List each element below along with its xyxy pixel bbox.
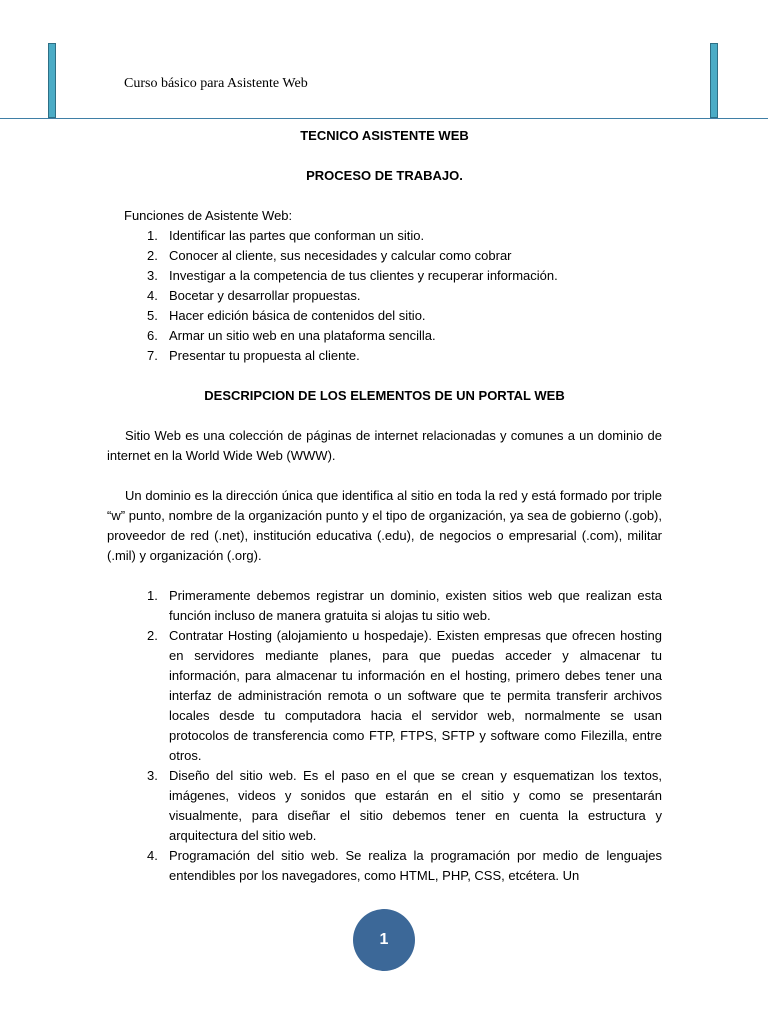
list-item-text: Contratar Hosting (alojamiento u hospedaje). Existen empresas que ofrecen hosting en servidores mediante planes, para que puedas acceder y almacenar tu información, para almacenar tu información en el hosting, primero debes tener una interfaz de administración remota o un software que te permita transferir archivos locales desde tu computadora hacia el servidor web, normalmente se usan protocolos de transferencia como FTP, FTPS, SFTP y software como Filezilla, entre otros. (169, 628, 662, 763)
list-item (107, 286, 662, 306)
header-left-accent-bar (48, 43, 56, 118)
running-header-title: Curso básico para Asistente Web (124, 76, 308, 91)
list-item-text: Primeramente debemos registrar un dominio, existen sitios web que realizan esta función incluso de manera gratuita si alojas tu sitio web. (169, 588, 662, 623)
list-item-text: Investigar a la competencia de tus clientes y recuperar información. (169, 268, 558, 283)
spacer (107, 146, 662, 166)
document-title: TECNICO ASISTENTE WEB (300, 128, 469, 143)
list-item (107, 326, 662, 346)
list-item (107, 246, 662, 266)
document-subtitle: PROCESO DE TRABAJO. (306, 168, 463, 183)
functions-list (107, 226, 662, 366)
spacer (107, 466, 662, 486)
list-item-text: Diseño del sitio web. Es el paso en el que se crean y esquematizan los textos, imágenes, videos y sonidos que estarán en el sitio y como se presentarán visualmente, para diseñar el sitio debemos tener en cuenta la estructura y arquitectura del sitio web. (169, 768, 662, 843)
steps-list (107, 586, 662, 886)
header-right-accent-bar (710, 43, 718, 118)
page-number-badge: 1 (353, 909, 415, 971)
list-item (107, 626, 662, 766)
spacer (107, 366, 662, 386)
list-item (107, 226, 662, 246)
spacer (107, 406, 662, 426)
list-item-text: Conocer al cliente, sus necesidades y calcular como cobrar (169, 248, 512, 263)
spacer (107, 566, 662, 586)
list-item (107, 766, 662, 846)
functions-heading: Funciones de Asistente Web: (124, 208, 293, 223)
list-item-text: Bocetar y desarrollar propuestas. (169, 288, 361, 303)
list-number: 7. (147, 348, 158, 363)
list-number: 3. (147, 768, 158, 783)
header-divider (0, 118, 768, 119)
list-number: 6. (147, 328, 158, 343)
list-number: 5. (147, 308, 158, 323)
list-number: 1. (147, 588, 158, 603)
list-item-text: Hacer edición básica de contenidos del sitio. (169, 308, 426, 323)
list-item (107, 586, 662, 626)
list-item-text: Programación del sitio web. Se realiza la programación por medio de lenguajes entendibles por los navegadores, como HTML, PHP, CSS, etcétera. Un (169, 848, 662, 883)
paragraph-sitio-web: Sitio Web es una colección de páginas de internet relacionadas y comunes a un dominio de internet en la World Wide Web (WWW). (107, 428, 662, 463)
paragraph-dominio: Un dominio es la dirección única que identifica al sitio en toda la red y está formado por triple “w” punto, nombre de la organización punto y el tipo de organización, ya sea de gobierno (.gob), proveedor de red (.net), institución educativa (.edu), de negocios o empresarial (.com), militar (.mil) y organización (.org). (107, 488, 662, 563)
section-heading: DESCRIPCION DE LOS ELEMENTOS DE UN PORTAL WEB (204, 388, 565, 403)
list-item-text: Identificar las partes que conforman un sitio. (169, 228, 425, 243)
list-item-text: Presentar tu propuesta al cliente. (169, 348, 360, 363)
list-item-text: Armar un sitio web en una plataforma sencilla. (169, 328, 436, 343)
list-number: 4. (147, 848, 158, 863)
spacer (107, 186, 662, 206)
list-item (107, 266, 662, 286)
list-number: 3. (147, 268, 158, 283)
list-number: 4. (147, 288, 158, 303)
list-item (107, 846, 662, 886)
list-number: 2. (147, 628, 158, 643)
list-number: 2. (147, 248, 158, 263)
list-item (107, 346, 662, 366)
document-body (107, 126, 662, 886)
list-item (107, 306, 662, 326)
list-number: 1. (147, 228, 158, 243)
